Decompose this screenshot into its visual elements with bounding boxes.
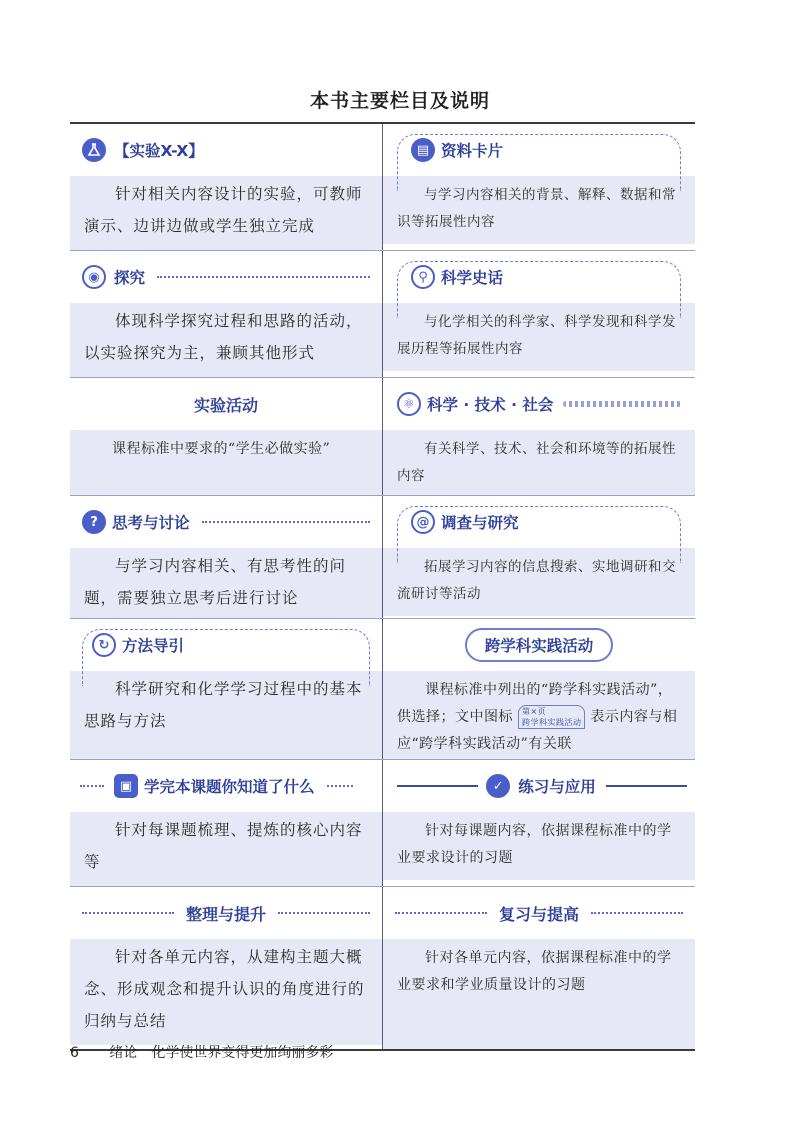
table-row bbox=[70, 124, 695, 251]
cell-practice bbox=[383, 760, 695, 886]
at-sign-icon: @ bbox=[411, 510, 435, 534]
cell-survey bbox=[383, 496, 695, 618]
column-label: 复习与提高 bbox=[499, 904, 580, 924]
dotted-divider bbox=[157, 276, 370, 278]
dashed-frame bbox=[397, 261, 681, 318]
cell-method bbox=[70, 619, 383, 759]
cell-sci-history bbox=[383, 251, 695, 377]
cross-desc-part1: 课程标准中列出的“跨学科实践活动”，供选择；文中图标 bbox=[397, 682, 673, 725]
table-row bbox=[70, 251, 695, 378]
column-description: 体现科学探究过程和思路的活动，以实验探究为主，兼顾其他形式 bbox=[70, 303, 382, 377]
column-description: 拓展学习内容的信息搜索、实地调研和交流研讨等活动 bbox=[383, 548, 695, 616]
cell-cross bbox=[383, 619, 695, 759]
flask-icon bbox=[82, 138, 106, 162]
table-row bbox=[70, 760, 695, 887]
wave-divider bbox=[563, 401, 681, 407]
column-label: 调查与研究 bbox=[441, 514, 519, 532]
line-divider bbox=[606, 785, 687, 787]
dotted-divider bbox=[80, 785, 104, 787]
column-label: 学完本课题你知道了什么 bbox=[144, 778, 315, 796]
table-row bbox=[70, 378, 695, 496]
column-description: 与化学相关的科学家、科学发现和科学发展历程等拓展性内容 bbox=[383, 303, 695, 371]
column-label: 探究 bbox=[114, 269, 146, 287]
cell-think bbox=[70, 496, 383, 618]
column-description: 课程标准中要求的“学生必做实验” bbox=[70, 430, 382, 495]
notebook-icon: ▣ bbox=[114, 774, 138, 798]
compass-icon: ↻ bbox=[92, 633, 116, 657]
dotted-divider bbox=[82, 912, 174, 914]
dashed-frame bbox=[397, 134, 681, 191]
column-label: 资料卡片 bbox=[441, 142, 504, 160]
table-row bbox=[70, 496, 695, 619]
cell-sts bbox=[383, 378, 695, 495]
dotted-divider bbox=[591, 912, 683, 914]
column-description: 针对每课题梳理、提炼的核心内容等 bbox=[70, 812, 382, 886]
dotted-divider bbox=[327, 785, 353, 787]
document-icon: ▤ bbox=[411, 138, 435, 162]
cell-organize bbox=[70, 887, 383, 1049]
page-footer bbox=[70, 1042, 333, 1062]
column-description bbox=[383, 671, 695, 759]
column-label: 思考与讨论 bbox=[112, 514, 190, 532]
badge-top-text: 第×页 bbox=[521, 707, 547, 716]
dashed-frame bbox=[397, 506, 681, 563]
column-description: 与学习内容相关、有思考性的问题，需要独立思考后进行讨论 bbox=[70, 548, 382, 618]
cell-experiment bbox=[70, 124, 383, 250]
target-icon: ◉ bbox=[82, 265, 106, 289]
cell-data-card bbox=[383, 124, 695, 250]
cell-exp-activity bbox=[70, 378, 383, 495]
cross-desc-part2: 表示内容与相应“跨学科实践活动”有关联 bbox=[397, 709, 678, 752]
page-title: 本书主要栏目及说明 bbox=[309, 90, 490, 112]
column-description: 科学研究和化学学习过程中的基本思路与方法 bbox=[70, 671, 382, 759]
column-label: 【实验X-X】 bbox=[114, 142, 204, 160]
table-row bbox=[70, 887, 695, 1049]
column-label: 整理与提升 bbox=[186, 904, 267, 924]
magnifier-icon: ⚲ bbox=[411, 265, 435, 289]
column-description: 有关科学、技术、社会和环境等的拓展性内容 bbox=[383, 430, 695, 495]
cell-summary bbox=[70, 760, 383, 886]
column-description: 与学习内容相关的背景、解释、数据和常识等拓展性内容 bbox=[383, 176, 695, 244]
column-label: 跨学科实践活动 bbox=[465, 628, 614, 662]
question-icon: ? bbox=[82, 510, 106, 534]
column-description: 针对各单元内容，依据课程标准中的学业要求和学业质量设计的习题 bbox=[383, 939, 695, 1049]
dotted-divider bbox=[278, 912, 370, 914]
cell-inquiry bbox=[70, 251, 383, 377]
table-row bbox=[70, 619, 695, 760]
column-label: 方法导引 bbox=[122, 637, 185, 655]
columns-table bbox=[70, 122, 695, 1051]
badge-bottom-text: 跨学科实践活动 bbox=[521, 718, 582, 727]
column-description: 针对各单元内容，从建构主题大概念、形成观念和提升认识的角度进行的归纳与总结 bbox=[70, 939, 382, 1045]
atom-icon: ⚛ bbox=[397, 392, 421, 416]
column-label: 科学 · 技术 · 社会 bbox=[427, 396, 554, 414]
dotted-divider bbox=[395, 912, 487, 914]
line-divider bbox=[397, 785, 478, 787]
column-description: 针对每课题内容，依据课程标准中的学业要求设计的习题 bbox=[383, 812, 695, 880]
column-label: 实验活动 bbox=[193, 395, 258, 415]
cross-activity-badge-icon bbox=[518, 705, 586, 729]
column-label: 练习与应用 bbox=[518, 778, 596, 796]
column-description: 针对相关内容设计的实验，可教师演示、边讲边做或学生独立完成 bbox=[70, 176, 382, 250]
check-icon: ✓ bbox=[486, 774, 510, 798]
page-number: 6 bbox=[70, 1045, 79, 1061]
dotted-divider bbox=[202, 521, 370, 523]
cell-review bbox=[383, 887, 695, 1049]
column-label: 科学史话 bbox=[441, 269, 504, 287]
chapter-title: 绪论 化学使世界变得更加绚丽多彩 bbox=[109, 1045, 334, 1061]
